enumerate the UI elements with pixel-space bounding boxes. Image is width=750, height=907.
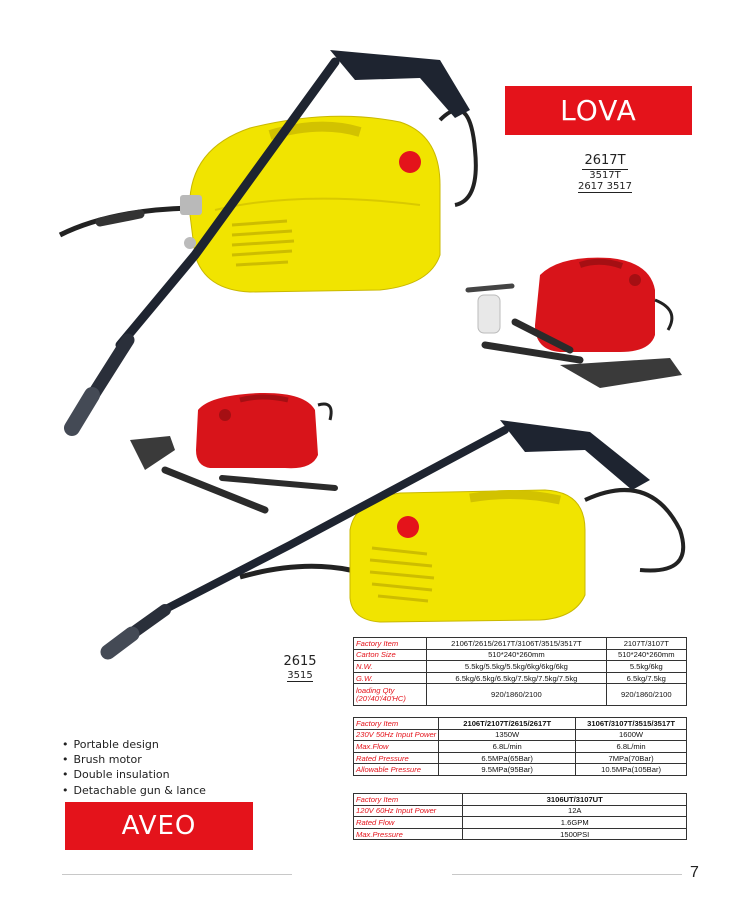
aveo-yellow-washer-image xyxy=(108,420,683,652)
table-cell: 6.8L/min xyxy=(576,741,687,753)
table-cell: 920/1860/2100 xyxy=(427,684,606,706)
lova-model-numbers xyxy=(565,150,645,193)
lova-brand-banner xyxy=(505,86,692,135)
table-row xyxy=(354,649,687,661)
table-cell: 5.5kg/5.5kg/5.5kg/6kg/6kg/6kg xyxy=(427,661,606,673)
table-cell: 6.5kg/6.5kg/6.5kg/7.5kg/7.5kg/7.5kg xyxy=(427,672,606,684)
table-cell: G.W. xyxy=(354,672,427,684)
aveo-red-washer-image xyxy=(130,393,335,510)
table-cell: 5.5kg/6kg xyxy=(606,661,686,673)
table-row xyxy=(354,684,687,706)
table-cell: 6.8L/min xyxy=(439,741,576,753)
list-item: • Double insulation xyxy=(62,767,206,782)
table-cell: 12A xyxy=(463,805,687,817)
spec-120v-table xyxy=(353,793,687,840)
table-cell: 510*240*260mm xyxy=(606,649,686,661)
table-row xyxy=(354,817,687,829)
table-row xyxy=(354,794,687,806)
table-cell: Rated Flow xyxy=(354,817,463,829)
table-cell: Factory Item xyxy=(354,718,439,730)
table-cell: 1500PSI xyxy=(463,828,687,840)
table-row xyxy=(354,828,687,840)
lova-model-main: 2617T xyxy=(584,153,626,168)
table-row xyxy=(354,672,687,684)
table-cell: 2106T/2107T/2615/2617T xyxy=(439,718,576,730)
list-item: • Detachable gun & lance xyxy=(62,783,206,798)
table-cell: N.W. xyxy=(354,661,427,673)
table-cell: 3106UT/3107UT xyxy=(463,794,687,806)
table-cell: 6.5MPa(65Bar) xyxy=(439,752,576,764)
lova-model-alt: 3517T xyxy=(589,169,621,181)
list-item: • Portable design xyxy=(62,737,206,752)
table-cell: 3106T/3107T/3515/3517T xyxy=(576,718,687,730)
aveo-brand-label: AVEO xyxy=(121,811,197,841)
table-row xyxy=(354,741,687,753)
table-cell: Carton Size xyxy=(354,649,427,661)
table-cell: 1350W xyxy=(439,729,576,741)
table-cell: 1600W xyxy=(576,729,687,741)
footer-rule-left xyxy=(62,874,292,875)
table-cell: Max.Flow xyxy=(354,741,439,753)
table-cell: 2106T/2615/2617T/3106T/3515/3517T xyxy=(427,638,606,650)
page-number: 7 xyxy=(690,864,699,881)
table-cell: 120V 60Hz Input Power xyxy=(354,805,463,817)
table-row xyxy=(354,661,687,673)
table-row xyxy=(354,718,687,730)
table-cell: Max.Pressure xyxy=(354,828,463,840)
aveo-model-main: 2615 xyxy=(283,654,317,669)
table-row xyxy=(354,752,687,764)
list-item: • Brush motor xyxy=(62,752,206,767)
table-row xyxy=(354,638,687,650)
lova-model-line: 2617 3517 xyxy=(577,180,633,192)
table-cell: loading Qty (20'/40'/40'HC) xyxy=(354,684,427,706)
aveo-brand-banner xyxy=(65,802,253,850)
aveo-model-numbers xyxy=(270,655,330,682)
table-cell: 9.5MPa(95Bar) xyxy=(439,764,576,776)
table-cell: Allowable Pressure xyxy=(354,764,439,776)
lova-red-washer-image xyxy=(468,258,682,388)
table-cell: Rated Pressure xyxy=(354,752,439,764)
table-cell: 920/1860/2100 xyxy=(606,684,686,706)
table-cell: 6.5kg/7.5kg xyxy=(606,672,686,684)
table-cell: 1.6GPM xyxy=(463,817,687,829)
table-row xyxy=(354,764,687,776)
table-cell: 230V 50Hz Input Power xyxy=(354,729,439,741)
table-cell: 10.5MPa(105Bar) xyxy=(576,764,687,776)
footer-rule-right xyxy=(452,874,682,875)
table-row xyxy=(354,729,687,741)
lova-yellow-washer-image xyxy=(60,50,476,428)
table-cell: 510*240*260mm xyxy=(427,649,606,661)
table-cell: Factory Item xyxy=(354,794,463,806)
spec-230v-table xyxy=(353,717,687,776)
lova-brand-label: LOVA xyxy=(560,94,637,127)
table-cell: 2107T/3107T xyxy=(606,638,686,650)
table-cell: 7MPa(70Bar) xyxy=(576,752,687,764)
table-cell: Factory Item xyxy=(354,638,427,650)
feature-list xyxy=(62,737,206,798)
packing-spec-table xyxy=(353,637,687,706)
table-row xyxy=(354,805,687,817)
aveo-model-alt: 3515 xyxy=(287,669,313,681)
